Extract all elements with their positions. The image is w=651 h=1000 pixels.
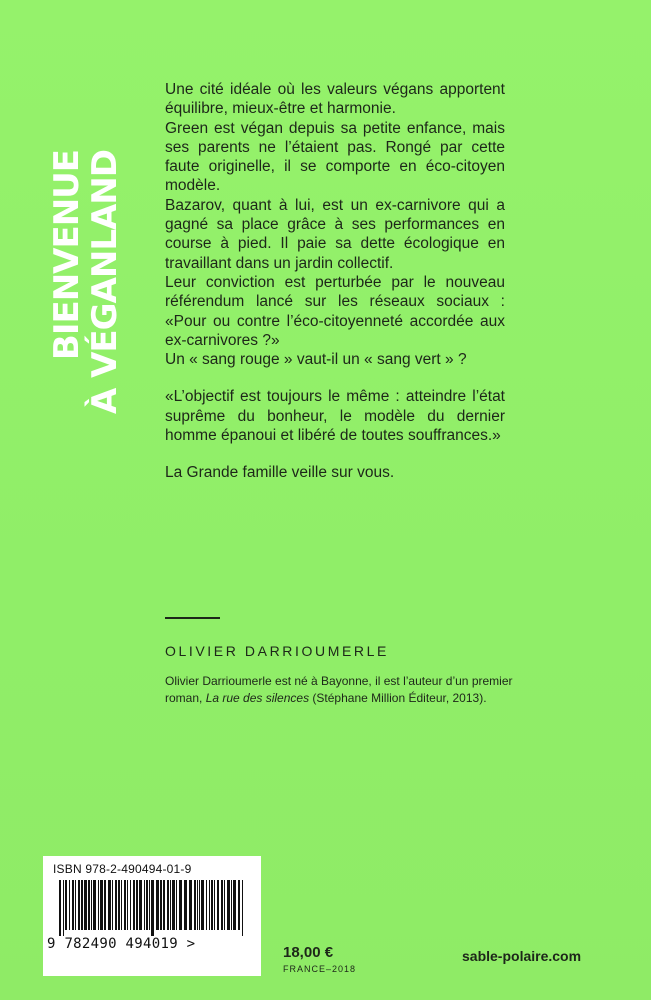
blurb-paragraph-4: Leur conviction est perturbée par le nouveau référendum lancé sur les réseaux sociaux : «Pour ou contre l’éco-citoyenneté accordée aux ex-carnivores ?»	[165, 273, 505, 349]
blurb-paragraph-2: Green est végan depuis sa petite enfance, mais ses parents ne l’étaient pas. Rongé par cette faute originelle, il se comporte en éco-citoyen modèle.	[165, 119, 505, 195]
author-bio	[165, 673, 515, 707]
title-line-2: À VÉGANLAND	[85, 150, 125, 415]
divider-rule	[165, 617, 220, 619]
publisher-website: sable-polaire.com	[462, 948, 582, 964]
price: 18,00 €	[283, 944, 334, 961]
blurb-closing: La Grande famille veille sur vous.	[165, 464, 395, 482]
blurb-quote: «L’objectif est toujours le même : atteindre l’état suprême du bonheur, le modèle du dernier homme épanoui et libéré de toutes souffrances.»	[165, 388, 505, 445]
bio-text-end: (Stéphane Million Éditeur, 2013).	[309, 691, 487, 705]
isbn-label: ISBN 978-2-490494-01-9	[53, 862, 192, 876]
blurb-paragraph-1: Une cité idéale où les valeurs végans apportent équilibre, mieux-être et harmonie.	[165, 81, 505, 118]
blurb-text	[165, 80, 505, 483]
author-name: OLIVIER DARRIOUMERLE	[165, 643, 389, 659]
barcode-panel	[43, 856, 261, 976]
blurb-paragraph-3: Bazarov, quant à lui, est un ex-carnivore qui a gagné sa place grâce à ses performances en course à pied. Il paie sa dette écologique en travaillant dans un jardin collectif.	[165, 196, 505, 272]
bio-book-title: La rue des silences	[205, 691, 310, 705]
blurb-paragraph-5: Un « sang rouge » vaut-il un « sang vert » ?	[165, 351, 467, 369]
book-title-vertical	[48, 150, 128, 440]
country-year: FRANCE–2018	[283, 964, 357, 974]
title-line-1: BIENVENUE	[47, 150, 87, 361]
bio-text-start: Olivier Darrioumerle est né à Bayonne, il est l’auteur d’un premier roman,	[165, 674, 513, 705]
barcode-digits: 9 782490 494019 >	[47, 936, 196, 952]
barcode-graphic	[59, 880, 247, 936]
